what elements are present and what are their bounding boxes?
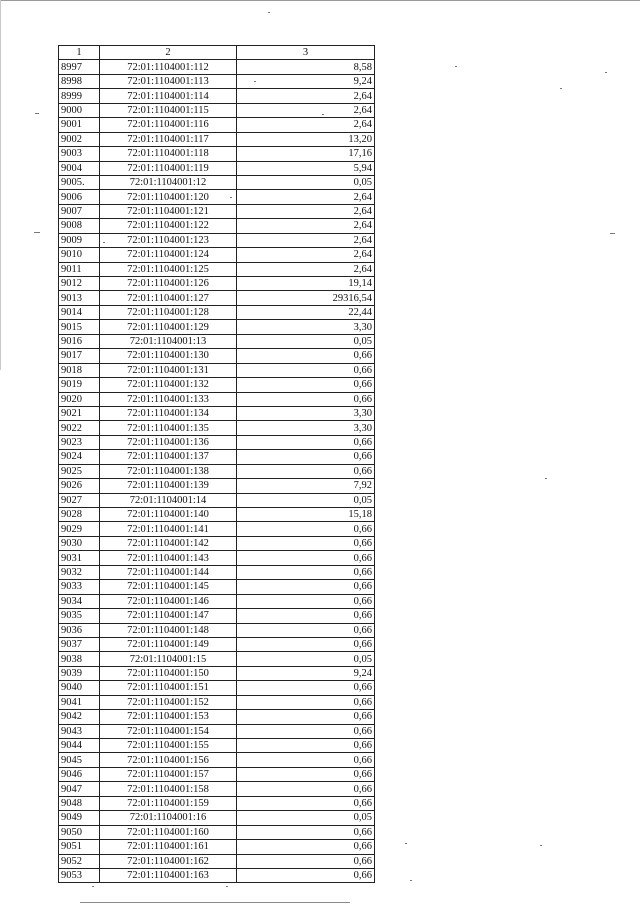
table-row (59, 435, 375, 449)
row-number-cell: 9025 (59, 464, 100, 478)
table-row (59, 132, 375, 146)
table-row (59, 508, 375, 522)
table-row (59, 334, 375, 348)
value-cell: 0,66 (237, 825, 375, 839)
value-cell: 3,30 (237, 406, 375, 420)
value-cell: 0,66 (237, 551, 375, 565)
row-number-cell: 9037 (59, 637, 100, 651)
cadastral-number-cell: 72:01:1104001:158 (100, 782, 237, 796)
row-number-cell: 9050 (59, 825, 100, 839)
cadastral-number-cell: 72:01:1104001:162 (100, 854, 237, 868)
value-cell: 0,66 (237, 623, 375, 637)
value-cell: 2,64 (237, 233, 375, 247)
cadastral-number-cell: 72:01:1104001:148 (100, 623, 237, 637)
scan-speck (560, 88, 562, 89)
scan-speck (410, 880, 412, 881)
table-row (59, 378, 375, 392)
row-number-cell: 9032 (59, 565, 100, 579)
value-cell: 0,66 (237, 637, 375, 651)
value-cell: 0,66 (237, 782, 375, 796)
row-number-cell: 9040 (59, 681, 100, 695)
cadastral-number-cell: 72:01:1104001:163 (100, 868, 237, 882)
table-row (59, 291, 375, 305)
row-number-cell: 9024 (59, 450, 100, 464)
cadastral-number-cell: 72:01:1104001:141 (100, 522, 237, 536)
row-number-cell: 9019 (59, 378, 100, 392)
value-cell: 0,66 (237, 565, 375, 579)
value-cell: 0,66 (237, 392, 375, 406)
row-number-cell: 9029 (59, 522, 100, 536)
table-row (59, 666, 375, 680)
value-cell: 2,64 (237, 219, 375, 233)
value-cell: 2,64 (237, 204, 375, 218)
table-row (59, 320, 375, 334)
table-row (59, 695, 375, 709)
cadastral-number-cell: 72:01:1104001:150 (100, 666, 237, 680)
table-row (59, 421, 375, 435)
cadastral-number-cell: 72:01:1104001:126 (100, 277, 237, 291)
table-row (59, 363, 375, 377)
value-cell: 0,05 (237, 652, 375, 666)
cadastral-number-cell: 72:01:1104001:131 (100, 363, 237, 377)
row-number-cell: 9033 (59, 580, 100, 594)
row-number-cell: 9045 (59, 753, 100, 767)
value-cell: 0,66 (237, 710, 375, 724)
column-header-cadastral-number: 2 (100, 46, 237, 60)
table-row (59, 277, 375, 291)
value-cell: 0,05 (237, 493, 375, 507)
row-number-cell: 8997 (59, 60, 100, 74)
column-header-number: 1 (59, 46, 100, 60)
scan-bottom-rule (80, 902, 350, 903)
value-cell: 9,24 (237, 666, 375, 680)
cadastral-number-cell: 72:01:1104001:12 (100, 175, 237, 189)
cadastral-number-cell: 72:01:1104001:16 (100, 811, 237, 825)
cadastral-number-cell: 72:01:1104001:135 (100, 421, 237, 435)
value-cell: 0,66 (237, 854, 375, 868)
cadastral-number-cell: 72:01:1104001:127 (100, 291, 237, 305)
row-number-cell: 9002 (59, 132, 100, 146)
cadastral-number-cell: 72:01:1104001:122 (100, 219, 237, 233)
cadastral-number-cell: 72:01:1104001:118 (100, 147, 237, 161)
table-row (59, 854, 375, 868)
value-cell: 2,64 (237, 190, 375, 204)
row-number-cell: 9022 (59, 421, 100, 435)
row-number-cell: 9004 (59, 161, 100, 175)
cadastral-number-cell: 72:01:1104001:134 (100, 406, 237, 420)
value-cell: 0,66 (237, 536, 375, 550)
row-number-cell: 9044 (59, 739, 100, 753)
cadastral-number-cell: 72:01:1104001:155 (100, 739, 237, 753)
cadastral-number-cell: 72:01:1104001:157 (100, 767, 237, 781)
row-number-cell: 9027 (59, 493, 100, 507)
cadastral-number-cell: 72:01:1104001:137 (100, 450, 237, 464)
row-number-cell: 9008 (59, 219, 100, 233)
value-cell: 0,05 (237, 175, 375, 189)
table-row (59, 248, 375, 262)
table-row (59, 233, 375, 247)
table-row (59, 161, 375, 175)
value-cell: 29316,54 (237, 291, 375, 305)
table-row (59, 710, 375, 724)
scan-speck (35, 113, 39, 114)
row-number-cell: 9031 (59, 551, 100, 565)
row-number-cell: 8998 (59, 74, 100, 88)
row-number-cell: 9003 (59, 147, 100, 161)
row-number-cell: 8999 (59, 89, 100, 103)
scan-speck (103, 242, 105, 243)
row-number-cell: 9049 (59, 811, 100, 825)
column-header-value: 3 (237, 46, 375, 60)
scan-speck (254, 81, 256, 82)
value-cell: 0,66 (237, 695, 375, 709)
row-number-cell: 9018 (59, 363, 100, 377)
scan-speck (455, 66, 457, 67)
cadastral-number-cell: 72:01:1104001:138 (100, 464, 237, 478)
value-cell: 0,66 (237, 378, 375, 392)
cadastral-number-cell: 72:01:1104001:128 (100, 305, 237, 319)
table-row (59, 74, 375, 88)
table-row (59, 262, 375, 276)
table-row (59, 594, 375, 608)
row-number-cell: 9053 (59, 868, 100, 882)
row-number-cell: 9047 (59, 782, 100, 796)
cadastral-number-cell: 72:01:1104001:124 (100, 248, 237, 262)
row-number-cell: 9042 (59, 710, 100, 724)
cadastral-number-cell: 72:01:1104001:151 (100, 681, 237, 695)
table-row (59, 609, 375, 623)
cadastral-number-cell: 72:01:1104001:120 (100, 190, 237, 204)
row-number-cell: 9014 (59, 305, 100, 319)
table-row (59, 464, 375, 478)
table-row (59, 450, 375, 464)
cadastral-number-cell: 72:01:1104001:160 (100, 825, 237, 839)
table-row (59, 840, 375, 854)
value-cell: 0,66 (237, 609, 375, 623)
cadastral-number-cell: 72:01:1104001:125 (100, 262, 237, 276)
cadastral-number-cell: 72:01:1104001:144 (100, 565, 237, 579)
row-number-cell: 9026 (59, 479, 100, 493)
cadastral-number-cell: 72:01:1104001:117 (100, 132, 237, 146)
cadastral-number-cell: 72:01:1104001:143 (100, 551, 237, 565)
value-cell: 8,58 (237, 60, 375, 74)
cadastral-number-cell: 72:01:1104001:13 (100, 334, 237, 348)
value-cell: 17,16 (237, 147, 375, 161)
table-row (59, 536, 375, 550)
cadastral-number-cell: 72:01:1104001:159 (100, 796, 237, 810)
cadastral-number-cell: 72:01:1104001:161 (100, 840, 237, 854)
cadastral-number-cell: 72:01:1104001:133 (100, 392, 237, 406)
value-cell: 0,66 (237, 522, 375, 536)
row-number-cell: 9016 (59, 334, 100, 348)
table-row (59, 305, 375, 319)
cadastral-number-cell: 72:01:1104001:142 (100, 536, 237, 550)
cadastral-number-cell: 72:01:1104001:130 (100, 349, 237, 363)
row-number-cell: 9010 (59, 248, 100, 262)
row-number-cell: 9046 (59, 767, 100, 781)
value-cell: 0,66 (237, 868, 375, 882)
scan-speck (322, 114, 324, 115)
table-row (59, 782, 375, 796)
cadastral-number-cell: 72:01:1104001:116 (100, 118, 237, 132)
scan-speck (610, 233, 615, 234)
scan-speck (405, 843, 407, 844)
row-number-cell: 9020 (59, 392, 100, 406)
table-row (59, 868, 375, 882)
row-number-cell: 9041 (59, 695, 100, 709)
row-number-cell: 9051 (59, 840, 100, 854)
value-cell: 2,64 (237, 248, 375, 262)
cadastral-number-cell: 72:01:1104001:140 (100, 508, 237, 522)
table-row (59, 190, 375, 204)
cadastral-number-cell: 72:01:1104001:156 (100, 753, 237, 767)
row-number-cell: 9009 (59, 233, 100, 247)
value-cell: 0,05 (237, 334, 375, 348)
cadastral-number-cell: 72:01:1104001:154 (100, 724, 237, 738)
row-number-cell: 9030 (59, 536, 100, 550)
row-number-cell: 9006 (59, 190, 100, 204)
value-cell: 0,66 (237, 681, 375, 695)
table-row (59, 479, 375, 493)
scan-speck (540, 845, 542, 846)
cadastral-number-cell: 72:01:1104001:139 (100, 479, 237, 493)
row-number-cell: 9048 (59, 796, 100, 810)
row-number-cell: 9001 (59, 118, 100, 132)
cadastral-number-cell: 72:01:1104001:146 (100, 594, 237, 608)
row-number-cell: 9017 (59, 349, 100, 363)
scan-speck (226, 886, 228, 887)
cadastral-number-cell: 72:01:1104001:152 (100, 695, 237, 709)
value-cell: 2,64 (237, 118, 375, 132)
value-cell: 0,66 (237, 363, 375, 377)
value-cell: 0,66 (237, 594, 375, 608)
cadastral-number-cell: 72:01:1104001:145 (100, 580, 237, 594)
table-row (59, 349, 375, 363)
table-row (59, 103, 375, 117)
row-number-cell: 9000 (59, 103, 100, 117)
table-row (59, 406, 375, 420)
table-row (59, 89, 375, 103)
cadastral-number-cell: 72:01:1104001:15 (100, 652, 237, 666)
row-number-cell: 9011 (59, 262, 100, 276)
table-row (59, 811, 375, 825)
value-cell: 2,64 (237, 103, 375, 117)
row-number-cell: 9021 (59, 406, 100, 420)
scan-speck (34, 232, 40, 233)
table-row (59, 753, 375, 767)
row-number-cell: 9007 (59, 204, 100, 218)
table-row (59, 623, 375, 637)
scan-speck (230, 197, 232, 198)
cadastral-number-cell: 72:01:1104001:123 (100, 233, 237, 247)
value-cell: 0,66 (237, 767, 375, 781)
row-number-cell: 9035 (59, 609, 100, 623)
cadastral-number-cell: 72:01:1104001:129 (100, 320, 237, 334)
value-cell: 0,66 (237, 435, 375, 449)
table-row (59, 175, 375, 189)
table-body (59, 60, 375, 883)
row-number-cell: 9039 (59, 666, 100, 680)
table-row (59, 652, 375, 666)
row-number-cell: 9012 (59, 277, 100, 291)
table-row (59, 580, 375, 594)
table-row (59, 825, 375, 839)
row-number-cell: 9052 (59, 854, 100, 868)
table-row (59, 796, 375, 810)
value-cell: 9,24 (237, 74, 375, 88)
scan-speck (605, 72, 607, 73)
value-cell: 0,05 (237, 811, 375, 825)
table-row (59, 724, 375, 738)
cadastral-number-cell: 72:01:1104001:114 (100, 89, 237, 103)
table-row (59, 637, 375, 651)
value-cell: 13,20 (237, 132, 375, 146)
cadastral-table (58, 45, 375, 883)
cadastral-number-cell: 72:01:1104001:132 (100, 378, 237, 392)
scan-speck (92, 886, 94, 887)
value-cell: 15,18 (237, 508, 375, 522)
table-row (59, 681, 375, 695)
row-number-cell: 9034 (59, 594, 100, 608)
table-row (59, 60, 375, 74)
value-cell: 22,44 (237, 305, 375, 319)
row-number-cell: 9013 (59, 291, 100, 305)
cadastral-number-cell: 72:01:1104001:115 (100, 103, 237, 117)
row-number-cell: 9023 (59, 435, 100, 449)
value-cell: 0,66 (237, 796, 375, 810)
value-cell: 0,66 (237, 450, 375, 464)
value-cell: 0,66 (237, 753, 375, 767)
row-number-cell: 9036 (59, 623, 100, 637)
cadastral-number-cell: 72:01:1104001:14 (100, 493, 237, 507)
cadastral-number-cell: 72:01:1104001:136 (100, 435, 237, 449)
value-cell: 0,66 (237, 464, 375, 478)
cadastral-number-cell: 72:01:1104001:112 (100, 60, 237, 74)
value-cell: 0,66 (237, 739, 375, 753)
table-row (59, 522, 375, 536)
row-number-cell: 9043 (59, 724, 100, 738)
value-cell: 0,66 (237, 840, 375, 854)
value-cell: 2,64 (237, 262, 375, 276)
table-row (59, 118, 375, 132)
table-row (59, 767, 375, 781)
scan-top-edge (0, 0, 640, 1)
value-cell: 5,94 (237, 161, 375, 175)
cadastral-number-cell: 72:01:1104001:121 (100, 204, 237, 218)
table-row (59, 219, 375, 233)
table-row (59, 392, 375, 406)
value-cell: 19,14 (237, 277, 375, 291)
cadastral-number-cell: 72:01:1104001:113 (100, 74, 237, 88)
value-cell: 0,66 (237, 349, 375, 363)
table-row (59, 739, 375, 753)
table-header-row (59, 46, 375, 60)
table-row (59, 204, 375, 218)
row-number-cell: 9015 (59, 320, 100, 334)
value-cell: 3,30 (237, 320, 375, 334)
table-row (59, 565, 375, 579)
row-number-cell: 9005. (59, 175, 100, 189)
cadastral-number-cell: 72:01:1104001:153 (100, 710, 237, 724)
row-number-cell: 9028 (59, 508, 100, 522)
value-cell: 0,66 (237, 580, 375, 594)
value-cell: 7,92 (237, 479, 375, 493)
cadastral-number-cell: 72:01:1104001:119 (100, 161, 237, 175)
scan-left-edge (0, 0, 1, 370)
row-number-cell: 9038 (59, 652, 100, 666)
table-row (59, 493, 375, 507)
value-cell: 0,66 (237, 724, 375, 738)
cadastral-number-cell: 72:01:1104001:149 (100, 637, 237, 651)
value-cell: 2,64 (237, 89, 375, 103)
table-row (59, 551, 375, 565)
scan-speck (545, 478, 547, 479)
cadastral-number-cell: 72:01:1104001:147 (100, 609, 237, 623)
scan-speck (268, 12, 270, 13)
value-cell: 3,30 (237, 421, 375, 435)
table-row (59, 147, 375, 161)
